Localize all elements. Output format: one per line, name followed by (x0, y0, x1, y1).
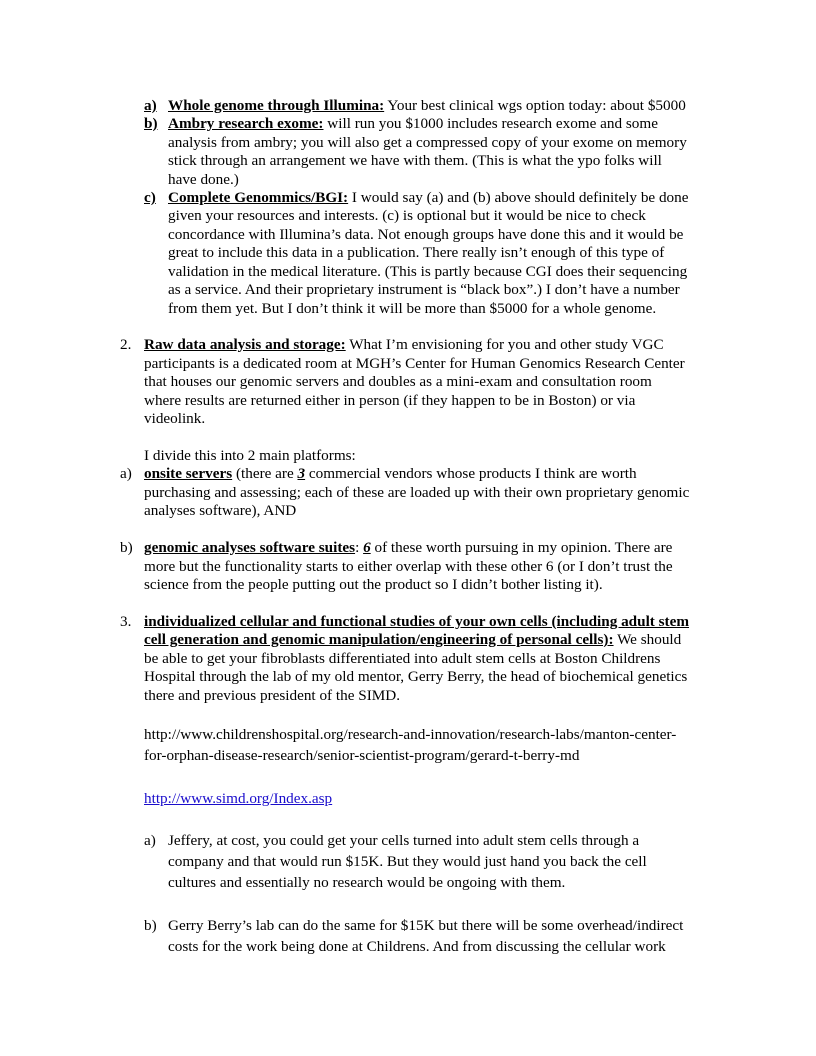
section-text: where results are returned either in person (if they happen to be in Boston) or via (144, 392, 636, 409)
item-text: analysis from ambry; you will also get a compressed copy of your exome on memory (168, 134, 687, 151)
section-heading: individualized cellular and functional studies of your own cells (including adult stem (144, 613, 690, 630)
item-heading: onsite servers (144, 465, 233, 482)
item-text: have done.) (168, 171, 239, 188)
item-text: company and that would run $15K. But they would just hand you back the cell (168, 853, 647, 870)
item-text: of these worth pursuing in my opinion. There are (374, 539, 673, 556)
section-text: be able to get your fibroblasts differentiated into adult stem cells at Boston Childrens (144, 650, 661, 667)
section-number: 3. (120, 613, 132, 630)
list-marker: c) (144, 189, 156, 206)
list-marker: a) (144, 97, 157, 114)
heading-colon: : (355, 539, 360, 556)
simd-link[interactable]: http://www.simd.org/Index.asp (144, 790, 333, 807)
url-text: http://www.childrenshospital.org/research-and-innovation/research-labs/manton-center- (144, 726, 677, 743)
list-marker: a) (144, 832, 156, 849)
list-marker: b) (144, 917, 157, 934)
item-text: Jeffery, at cost, you could get your cells turned into adult stem cells through a (168, 832, 640, 849)
suite-count: 6 (363, 539, 371, 556)
item-text: stick through an arrangement we have with them. (This is what the ypo folks will (168, 152, 662, 169)
list-marker: a) (120, 465, 132, 482)
item-text: as a service. And their proprietary instrument is “black box”.) I don’t have a number (168, 281, 680, 298)
section-text: We should (617, 631, 682, 648)
item-text: concordance with Illumina’s data. Not enough groups have done this and it would be (168, 226, 684, 243)
item-heading: Complete Genommics/BGI: (168, 189, 349, 206)
item-text: validation in the medical literature. (This is partly because CGI does their sequencing (168, 263, 688, 280)
item-heading: genomic analyses software suites (144, 539, 356, 556)
item-text: purchasing and assessing; each of these are loaded up with their own proprietary genomic (144, 484, 690, 501)
vendor-count: 3 (297, 465, 306, 482)
section-number: 2. (120, 336, 132, 353)
section-text: What I’m envisioning for you and other study VGC (349, 336, 664, 353)
section-heading: cell generation and genomic manipulation/engineering of personal cells): (144, 631, 614, 648)
item-text: costs for the work being done at Childrens. And from discussing the cellular work (168, 938, 666, 955)
section-text: Hospital through the lab of my old mentor, Gerry Berry, the head of biochemical genetics (144, 668, 688, 685)
item-text: analyses software), AND (144, 502, 297, 519)
section-text: videolink. (144, 410, 206, 427)
item-text: from them yet. But I don’t think it will be more than $5000 for a whole genome. (168, 300, 657, 317)
item-text: (there are (235, 465, 294, 482)
list-marker: b) (120, 539, 133, 556)
item-heading: Ambry research exome: (168, 115, 324, 132)
section-text: that houses our genomic servers and doubles as a mini-exam and consultation room (144, 373, 652, 390)
section-text: participants is a dedicated room at MGH’s Center for Human Genomics Research Center (144, 355, 685, 372)
item-text: cultures and essentially no research would be ongoing with them. (168, 874, 566, 891)
item-text: great to include this data in a publication. There really isn’t enough of this type of (168, 244, 665, 261)
list-marker: b) (144, 115, 158, 132)
url-text: for-orphan-disease-research/senior-scientist-program/gerard-t-berry-md (144, 747, 580, 764)
item-text: commercial vendors whose products I think are worth (308, 465, 637, 482)
item-text: science from the people putting out the product so I didn’t bother listing it). (144, 576, 603, 593)
item-heading: Whole genome through Illumina: (168, 97, 385, 114)
section-text: there and previous president of the SIMD. (144, 687, 401, 704)
item-text: I would say (a) and (b) above should definitely be done (351, 189, 689, 206)
item-text: Your best clinical wgs option today: about $5000 (387, 97, 686, 114)
platforms-intro: I divide this into 2 main platforms: (144, 447, 356, 464)
item-text: more but the functionality starts to either overlap with these other 6 (or I don’t trust the (144, 558, 673, 575)
item-text: Gerry Berry’s lab can do the same for $15K but there will be some overhead/indirect (168, 917, 684, 934)
section-heading: Raw data analysis and storage: (144, 336, 346, 353)
item-text: will run you $1000 includes research exome and some (327, 115, 658, 132)
item-text: given your resources and interests. (c) is optional but it would be nice to check (168, 207, 646, 224)
